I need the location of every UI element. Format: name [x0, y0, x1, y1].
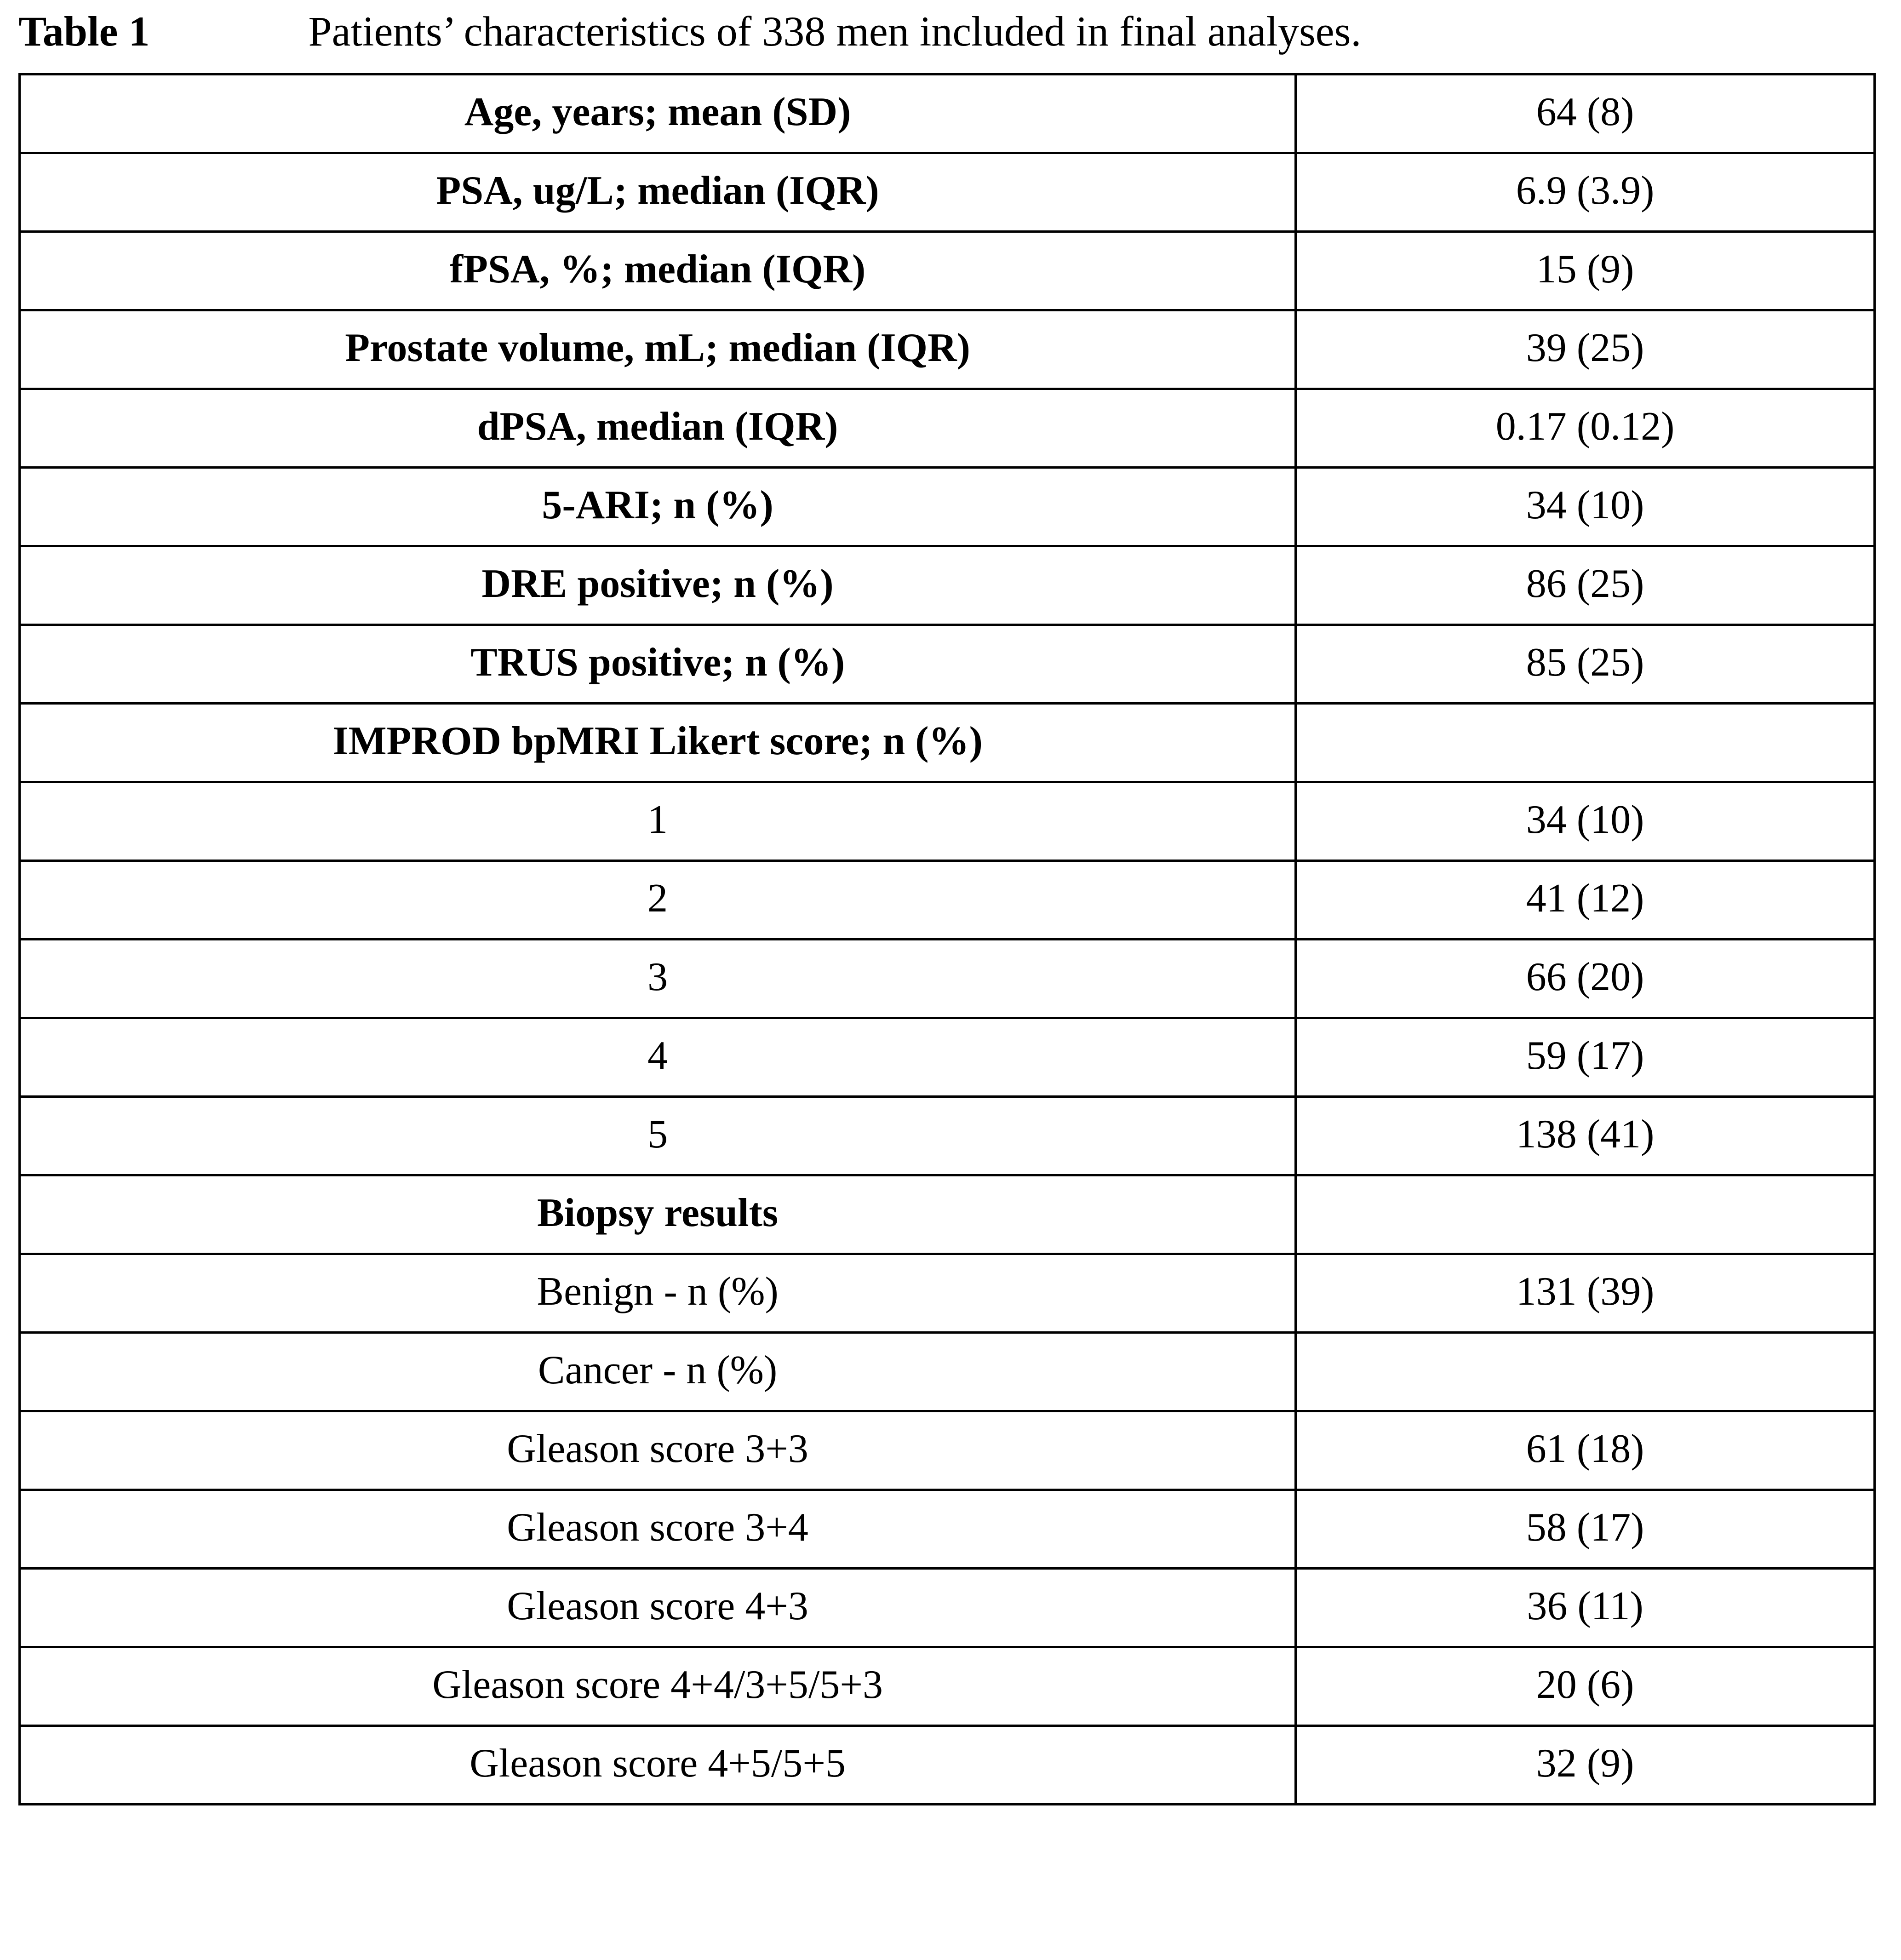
row-label: 5-ARI; n (%): [20, 467, 1296, 546]
table-row: [20, 1254, 1875, 1332]
row-value: [1296, 1175, 1875, 1254]
row-label: Gleason score 4+5/5+5: [20, 1725, 1296, 1804]
table-row: [20, 860, 1875, 939]
row-label: 1: [20, 782, 1296, 860]
table-row: [20, 1490, 1875, 1568]
table-row: [20, 1332, 1875, 1411]
row-label: Benign - n (%): [20, 1254, 1296, 1332]
row-label: DRE positive; n (%): [20, 546, 1296, 625]
table-row: [20, 74, 1875, 153]
row-label: Age, years; mean (SD): [20, 74, 1296, 153]
table-row: [20, 1411, 1875, 1490]
row-value: 34 (10): [1296, 467, 1875, 546]
table-row: [20, 625, 1875, 703]
table-row: [20, 939, 1875, 1018]
row-value: 58 (17): [1296, 1490, 1875, 1568]
table-row: [20, 782, 1875, 860]
row-label: Biopsy results: [20, 1175, 1296, 1254]
row-value: 15 (9): [1296, 231, 1875, 310]
row-label: Cancer - n (%): [20, 1332, 1296, 1411]
row-label: TRUS positive; n (%): [20, 625, 1296, 703]
table-row: [20, 1647, 1875, 1725]
row-label: Gleason score 4+4/3+5/5+3: [20, 1647, 1296, 1725]
row-label: fPSA, %; median (IQR): [20, 231, 1296, 310]
row-label: Gleason score 4+3: [20, 1568, 1296, 1647]
row-value: [1296, 1332, 1875, 1411]
row-label: Gleason score 3+3: [20, 1411, 1296, 1490]
row-value: 59 (17): [1296, 1018, 1875, 1096]
row-label: 3: [20, 939, 1296, 1018]
row-value: 66 (20): [1296, 939, 1875, 1018]
table-row: [20, 231, 1875, 310]
table-row: [20, 546, 1875, 625]
table-row: [20, 389, 1875, 467]
table-row: [20, 1018, 1875, 1096]
row-value: 64 (8): [1296, 74, 1875, 153]
row-value: 20 (6): [1296, 1647, 1875, 1725]
row-value: 39 (25): [1296, 310, 1875, 389]
row-value: 85 (25): [1296, 625, 1875, 703]
row-label: 5: [20, 1096, 1296, 1175]
patient-characteristics-table: [18, 73, 1876, 1805]
row-label: Prostate volume, mL; median (IQR): [20, 310, 1296, 389]
table-row: [20, 310, 1875, 389]
row-label: PSA, ug/L; median (IQR): [20, 153, 1296, 231]
row-value: 6.9 (3.9): [1296, 153, 1875, 231]
table-row: [20, 1096, 1875, 1175]
table-caption-text: Patients’ characteristics of 338 men included in final analyses.: [308, 8, 1362, 55]
row-label: 4: [20, 1018, 1296, 1096]
row-value: 131 (39): [1296, 1254, 1875, 1332]
row-label: dPSA, median (IQR): [20, 389, 1296, 467]
table-body: [20, 74, 1875, 1804]
table-row: [20, 1568, 1875, 1647]
row-value: 86 (25): [1296, 546, 1875, 625]
row-label: IMPROD bpMRI Likert score; n (%): [20, 703, 1296, 782]
row-value: 34 (10): [1296, 782, 1875, 860]
table-caption-label: Table 1: [18, 8, 150, 55]
row-label: Gleason score 3+4: [20, 1490, 1296, 1568]
row-value: 41 (12): [1296, 860, 1875, 939]
table-row: [20, 703, 1875, 782]
row-value: 0.17 (0.12): [1296, 389, 1875, 467]
table-row: [20, 1725, 1875, 1804]
row-label: 2: [20, 860, 1296, 939]
row-value: 61 (18): [1296, 1411, 1875, 1490]
row-value: [1296, 703, 1875, 782]
row-value: 36 (11): [1296, 1568, 1875, 1647]
row-value: 32 (9): [1296, 1725, 1875, 1804]
table-caption: [18, 9, 1876, 54]
table-row: [20, 467, 1875, 546]
table-row: [20, 153, 1875, 231]
table-row: [20, 1175, 1875, 1254]
row-value: 138 (41): [1296, 1096, 1875, 1175]
